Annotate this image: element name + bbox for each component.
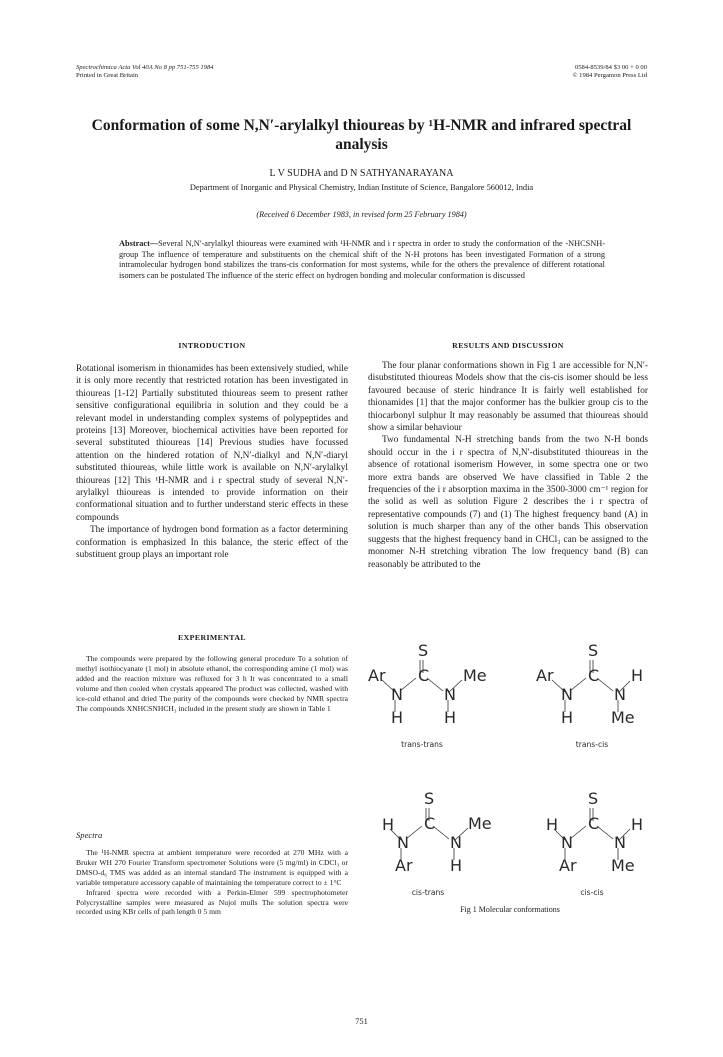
atom-h: H xyxy=(450,856,463,875)
results-body xyxy=(368,360,648,571)
copyright-block xyxy=(573,64,648,80)
conformer-label: cis-cis xyxy=(580,888,604,897)
copyright-line: © 1984 Pergamon Press Ltd xyxy=(572,72,647,79)
atom-s: S xyxy=(588,789,599,808)
page-number: 751 xyxy=(355,1016,368,1026)
conformer-label: trans-cis xyxy=(575,740,609,749)
results-heading: RESULTS AND DISCUSSION xyxy=(452,341,564,350)
atom-h: H xyxy=(546,815,559,834)
atom-n: N xyxy=(614,833,626,852)
atom-h: H xyxy=(382,815,395,834)
atom-c: C xyxy=(588,666,600,685)
conformer-label: trans-trans xyxy=(401,740,443,749)
atom-me: Me xyxy=(463,666,487,685)
atom-me: Me xyxy=(468,814,492,833)
results-paragraph-1: The four planar conformations shown in Fig 1 are accessible for N,N′-disubstituted thioureas Models show that the cis-cis isomer should be less favoured because of steric hindrance It is fairly well established for thionamides [1] that the major conformer has the bulkier group cis to the thiocarbonyl sulphur It may reasonably be assumed that thioureas should show a similar behaviour xyxy=(368,361,648,434)
atom-h: H xyxy=(631,666,644,685)
spectra-heading: Spectra xyxy=(76,830,103,840)
atom-n: N xyxy=(614,685,626,704)
figure-caption: Fig 1 Molecular conformations xyxy=(460,905,560,914)
atom-n: N xyxy=(450,833,462,852)
journal-line-2: Printed in Great Britain xyxy=(76,72,139,79)
atom-h: H xyxy=(444,708,457,727)
paper-title: Conformation of some N,N′-arylalkyl thioureas by ¹H-NMR and infrared spectral analysis xyxy=(91,117,632,153)
journal-citation xyxy=(76,64,214,80)
abstract-label: Abstract— xyxy=(119,239,159,248)
spectra-paragraph-2: Infrared spectra were recorded with a Perkin-Elmer 599 spectrophotometer Polycrystalline samples were measured as Nujol mulls The solution spectra were recorded using KBr cells of path length 0 5 mm xyxy=(76,887,348,917)
atom-ar: Ar xyxy=(395,856,413,875)
spectra-paragraph-1: The ¹H-NMR spectra at ambient temperature were recorded at 270 MHz with a Bruker WH 270 Fourier Transform spectrometer Solutions were (5 mg/ml) in CDCl₃ or DMSO-d₆ TMS was added as an internal standard The instrument is equipped with a variable temperature accessory capable of maintaining the temperature correct to ± 1°C xyxy=(76,848,348,887)
price-line: 0584-8539/84 $3 00 + 0 00 xyxy=(574,64,647,71)
results-paragraph-2: Two fundamental N-H stretching bands from the two N-H bonds should occur in the i r spectra of N,N′-disubstituted thioureas in the absence of rotational isomerism However, in some spectra one or two more extra bands are observed We have classified in Table 2 the frequencies of the i r absorption maxima in the 3500-3000 cm⁻¹ region for the solid as well as solution Figure 2 describes the i r spectra of representative compounds (7) and (1) The highest frequency band (A) in solution is much sharper than any of the other bands This observation suggests that the highest frequency band in CHCl₃ can be assigned to the monomer N-H stretching vibration The low frequency band (B) can reasonably be attributed to the xyxy=(368,435,648,570)
abstract xyxy=(119,239,605,282)
experimental-heading: EXPERIMENTAL xyxy=(178,633,246,642)
atom-n: N xyxy=(444,685,456,704)
introduction-body xyxy=(76,363,348,562)
experimental-paragraph-1: The compounds were prepared by the following general procedure To a solution of methyl isothiocyanate (1 mol) in absolute ethanol, the corresponding amine (1 mol) was added and the reaction mixture was refluxed for 3 h It was concentrated to a small volume and then cooled when crystals appeared The product was collected, washed with ice-cold ethanol and dried The purity of the compounds were checked by NMR spectra The compounds XNHCSNHCH₃ included in the present study are shown in Table 1 xyxy=(76,654,348,713)
atom-s: S xyxy=(418,641,429,660)
journal-line-1: Spectrochimica Acta Vol 40A No 8 pp 751-755 1984 xyxy=(76,64,214,71)
abstract-text: Several N,N′-arylalkyl thioureas were examined with ¹H-NMR and i r spectra in order to study the conformation of the -NHCSNH- group The influence of temperature and substituents on the chemical shift of the N-H protons has been investigated Formation of a strong intramolecular hydrogen bond stabilizes the trans-cis conformation for most systems, while for the others the prevalence of different rotational isomers can be postulated The influence of the steric effect on hydrogen bonding and molecular conformation is discussed xyxy=(119,239,605,281)
experimental-body xyxy=(76,654,348,713)
atom-n: N xyxy=(561,833,573,852)
atom-c: C xyxy=(424,814,436,833)
atom-s: S xyxy=(588,641,599,660)
introduction-paragraph-2: The importance of hydrogen bond formation as a factor determining conformation is emphasized In this balance, the steric effect of the substituent group plays an important role xyxy=(76,525,348,561)
molecular-conformations-figure xyxy=(360,640,660,940)
atom-s: S xyxy=(424,789,435,808)
atom-me: Me xyxy=(611,708,635,727)
atom-n: N xyxy=(391,685,403,704)
atom-n: N xyxy=(397,833,409,852)
atom-h: H xyxy=(631,815,644,834)
atom-h: H xyxy=(391,708,404,727)
authors: L V SUDHA and D N SATHYANARAYANA xyxy=(269,168,454,179)
introduction-paragraph-1: Rotational isomerism in thionamides has been extensively studied, while it is only more recently that restricted rotation has been investigated in thioureas [1-12] Partially substituted thioureas seem to present rather sensitive configurational equilibria in solution and they could be a relevant model in understanding complex systems of polypeptides and proteins [13] Moreover, biochemical activities have been reported for several substituted thioureas [14] Previous studies have focussed attention on the hindered rotation of N,N′-dialkyl and N,N′-diaryl substituted thioureas, while little work is available on N,N′-arylalkyl thioureas [12] This ¹H-NMR and i r spectral study of several N,N′-arylalkyl thioureas is intended to provide information on their conformational situation and to further understand steric effects in these compounds xyxy=(76,364,348,523)
introduction-heading: INTRODUCTION xyxy=(178,341,246,350)
affiliation: Department of Inorganic and Physical Chemistry, Indian Institute of Science, Bangalore 560012, India xyxy=(189,183,534,192)
atom-ar: Ar xyxy=(368,666,386,685)
conformer-label: cis-trans xyxy=(411,888,445,897)
received-date: (Received 6 December 1983, in revised form 25 February 1984) xyxy=(256,210,467,219)
atom-c: C xyxy=(418,666,430,685)
atom-n: N xyxy=(561,685,573,704)
atom-me: Me xyxy=(611,856,635,875)
spectra-body xyxy=(76,848,348,917)
atom-h: H xyxy=(561,708,574,727)
atom-c: C xyxy=(588,814,600,833)
atom-ar: Ar xyxy=(536,666,554,685)
atom-ar: Ar xyxy=(559,856,577,875)
